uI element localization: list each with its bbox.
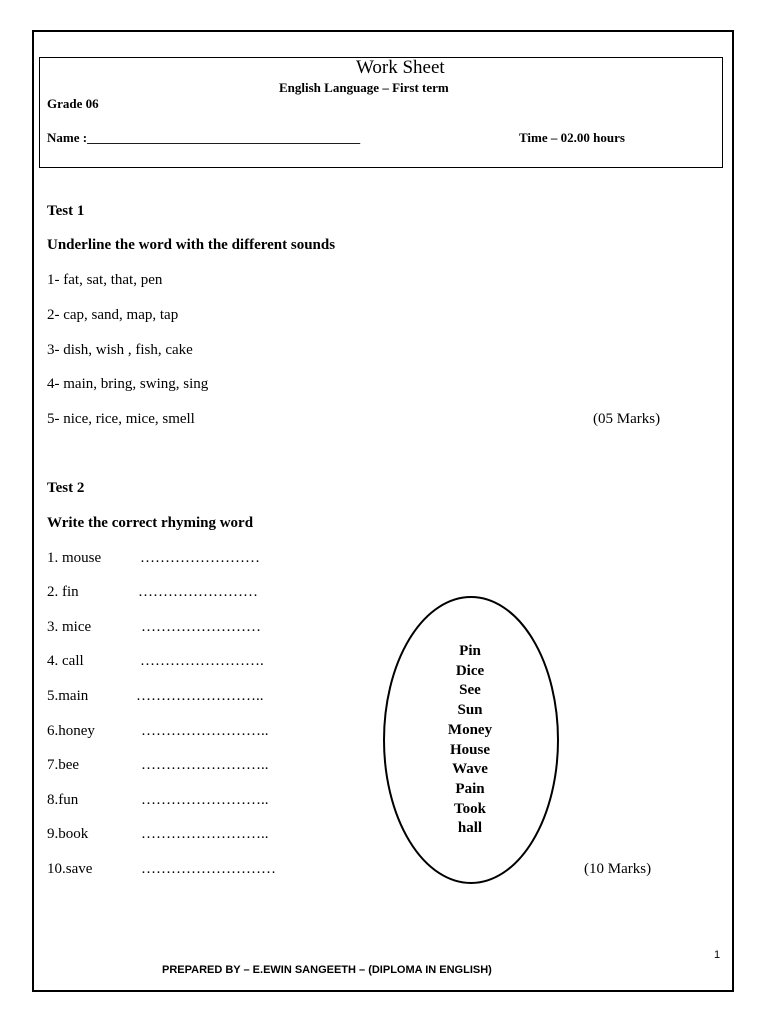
worksheet-subtitle: English Language – First term xyxy=(279,80,449,95)
word-bank-item: Pin xyxy=(459,643,481,659)
test2-item-blank: ……………………. xyxy=(140,653,264,669)
worksheet-title: Work Sheet xyxy=(356,57,445,78)
test1-instruction: Underline the word with the different sounds xyxy=(47,237,336,253)
test2-item-word: 10.save xyxy=(47,861,93,877)
test2-item-word: 7.bee xyxy=(47,757,80,773)
prepared-by-footer: PREPARED BY – E.EWIN SANGEETH – (DIPLOMA IN ENGLISH) xyxy=(162,964,492,976)
test2-item-word: 6.honey xyxy=(47,723,95,739)
test2-item-blank: …………………… xyxy=(140,550,260,566)
test2-item-word: 2. fin xyxy=(47,584,79,600)
word-bank-item: Took xyxy=(454,800,486,817)
test2-item-blank: …………………….. xyxy=(136,688,264,704)
test2-item-word: 4. call xyxy=(47,653,84,669)
test2-item-blank: ……………………… xyxy=(141,861,276,877)
test2-item-word: 9.book xyxy=(47,826,89,842)
word-bank-item: Wave xyxy=(452,761,488,778)
test2-marks: (10 Marks) xyxy=(584,861,652,877)
test2-item-blank: …………………… xyxy=(141,619,261,635)
word-bank-item: Dice xyxy=(455,662,485,679)
word-bank-item: Pain xyxy=(455,780,485,797)
time-label: Time – 02.00 hours xyxy=(519,130,625,145)
test2-item-blank: …………………….. xyxy=(141,757,269,773)
test2-item-blank: …………………….. xyxy=(141,723,269,739)
test1-title: Test 1 xyxy=(47,203,85,219)
test1-marks: (05 Marks) xyxy=(593,411,661,427)
name-field: Name :__________________________________________ xyxy=(47,130,361,145)
test2-item-word: 5.main xyxy=(47,688,89,704)
word-bank-item: hall xyxy=(457,820,483,837)
test2-item-word: 8.fun xyxy=(47,792,79,808)
word-bank-item: Sun xyxy=(457,702,483,719)
word-bank-item: See xyxy=(459,682,481,699)
test2-item-word: 3. mice xyxy=(47,619,92,635)
test1-item: 2- cap, sand, map, tap xyxy=(47,307,179,323)
test2-item-blank: …………………….. xyxy=(141,826,269,842)
test1-item: 5- nice, rice, mice, smell xyxy=(47,411,195,427)
test2-title: Test 2 xyxy=(47,480,85,496)
word-bank-item: House xyxy=(449,741,490,758)
page-number: 1 xyxy=(714,949,721,961)
test2-item-blank: …………………….. xyxy=(141,792,269,808)
word-bank xyxy=(400,642,540,839)
grade-label: Grade 06 xyxy=(47,96,99,111)
test1-item: 4- main, bring, swing, sing xyxy=(47,376,209,392)
test2-instruction: Write the correct rhyming word xyxy=(47,515,254,531)
test1-item: 1- fat, sat, that, pen xyxy=(47,272,163,288)
test1-item: 3- dish, wish , fish, cake xyxy=(47,342,193,358)
word-bank-item: Money xyxy=(447,721,493,738)
test2-item-blank: …………………… xyxy=(138,584,258,600)
test2-item-word: 1. mouse xyxy=(47,550,102,566)
